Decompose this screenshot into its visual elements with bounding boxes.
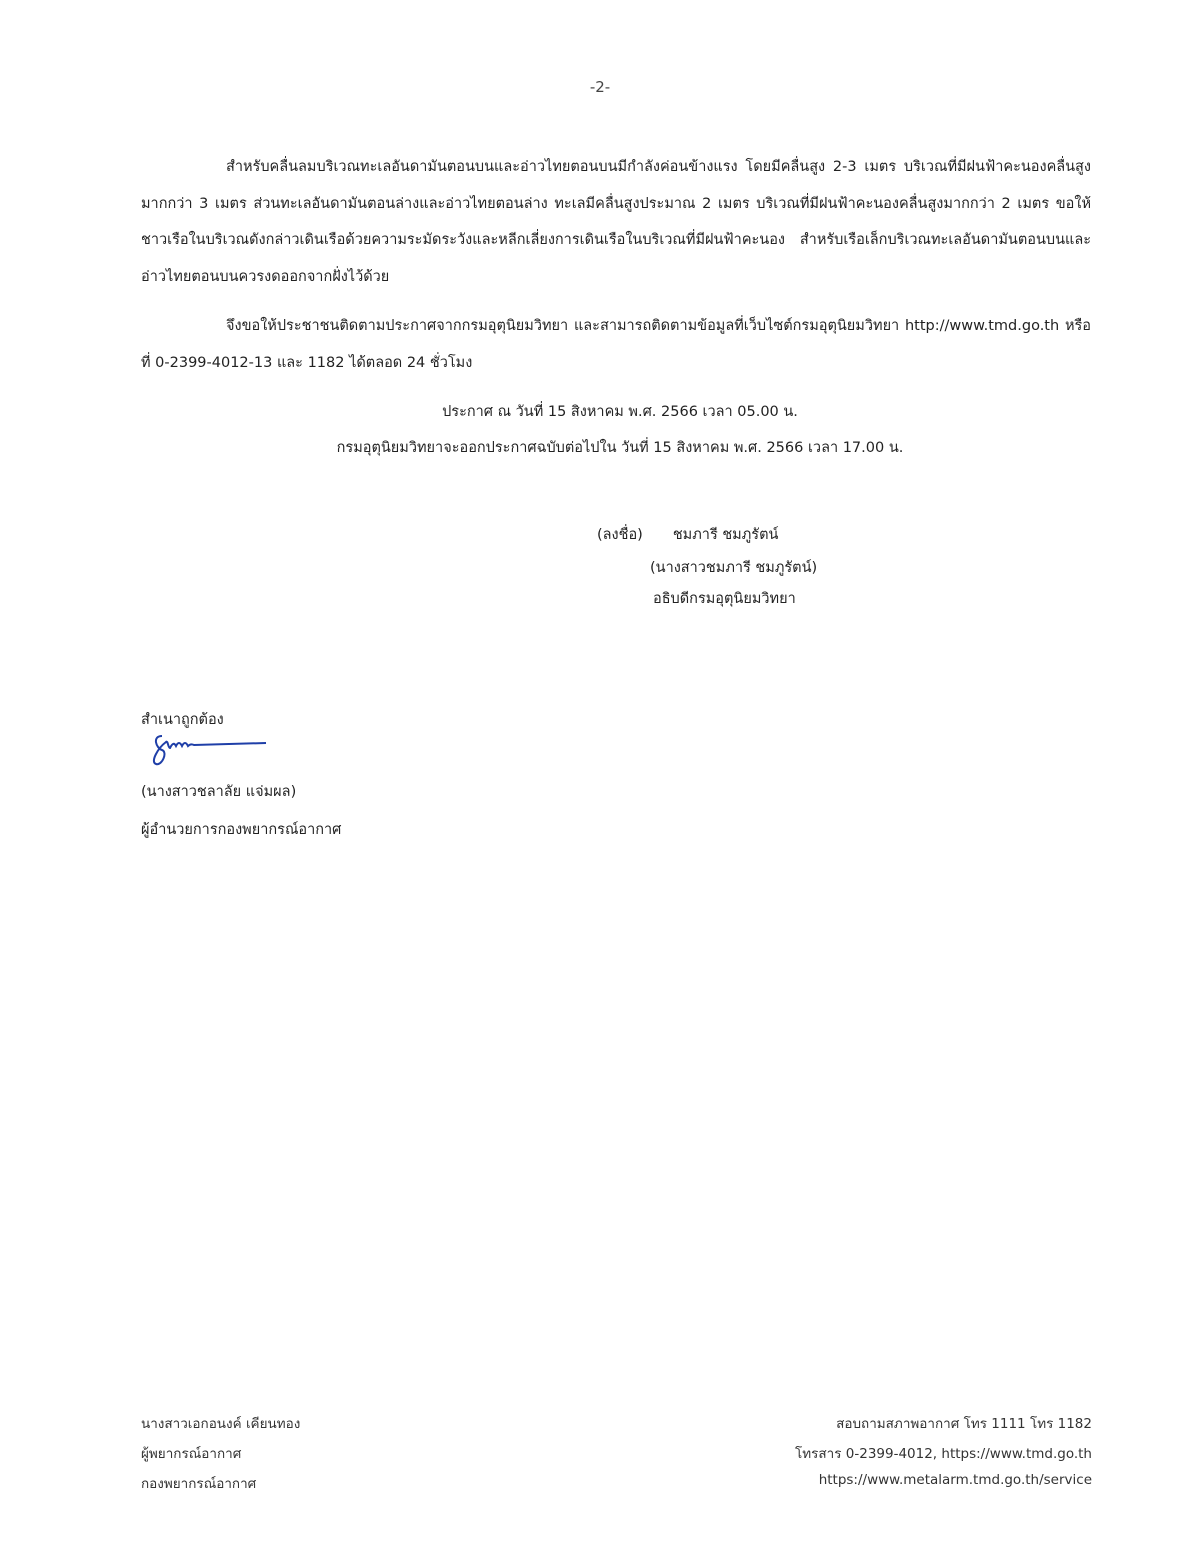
paragraph-text: สำหรับคลื่นลมบริเวณทะเลอันดามันตอนบนและอ่าวไทยตอนบนมีกำลังค่อนข้างแรง โดยมีคลื่นสูง 2-3 เมตร บริเวณที่มีฝนฟ้าคะนองคลื่นสูงมากกว่า 3 เมตร ส่วนทะเลอันดามันตอนล่างและอ่าวไทยตอนล่าง ทะเลมีคลื่นสูงประมาณ 2 เมตร บริเวณที่มีฝนฟ้าคะนองคลื่นสูงมากกว่า 2 เมตร ขอให้ชาวเรือในบริเวณดังกล่าวเดินเรือด้วยความระมัดระวังและหลีกเลี่ยงการเดินเรือในบริเวณที่มีฝนฟ้าคะนอง สำหรับเรือเล็กบริเวณทะเลอันดามันตอนบนและอ่าวไทยตอนบนควรงดออกจากฝั่งไว้ด้วย (141, 159, 1091, 285)
certified-copy-position: ผู้อำนวยการกองพยากรณ์อากาศ (141, 822, 342, 838)
signed-name: ชมภารี ชมภูรัตน์ (672, 527, 779, 543)
certified-copy-label: สำเนาถูกต้อง (141, 712, 224, 728)
signed-line (597, 523, 778, 546)
announcement-next: กรมอุตุนิยมวิทยาจะออกประกาศฉบับต่อไปใน วันที่ 15 สิงหาคม พ.ศ. 2566 เวลา 17.00 น. (336, 440, 904, 456)
certified-copy-name: (นางสาวชลาลัย แจ่มผล) (141, 784, 297, 800)
forecaster-division: กองพยากรณ์อากาศ (141, 1476, 257, 1492)
forecaster-role: ผู้พยากรณ์อากาศ (141, 1446, 242, 1462)
signatory-full-name: (นางสาวชมภารี ชมภูรัตน์) (650, 560, 818, 576)
signatory-position: อธิบดีกรมอุตุนิยมวิทยา (653, 591, 796, 607)
contact-fax-website: โทรสาร 0-2399-4012, https://www.tmd.go.th (795, 1446, 1092, 1462)
signed-label: (ลงชื่อ) (597, 527, 643, 543)
contact-service-url: https://www.metalarm.tmd.go.th/service (818, 1472, 1092, 1488)
page-number: -2- (589, 78, 611, 96)
announcement-issued: ประกาศ ณ วันที่ 15 สิงหาคม พ.ศ. 2566 เวลา 05.00 น. (442, 404, 798, 420)
contact-phone: สอบถามสภาพอากาศ โทร 1111 โทร 1182 (836, 1416, 1092, 1432)
paragraph-wind-wave (141, 149, 1091, 295)
paragraph-follow-updates (141, 308, 1091, 381)
forecaster-name: นางสาวเอกอนงค์ เคียนทอง (141, 1416, 301, 1432)
paragraph-text: จึงขอให้ประชาชนติดตามประกาศจากกรมอุตุนิยมวิทยา และสามารถติดตามข้อมูลที่เว็บไซต์กรมอุตุนิยมวิทยา http://www.tmd.go.th หรือที่ 0-2399-4012-13 และ 1182 ได้ตลอด 24 ชั่วโมง (141, 318, 1091, 371)
handwritten-signature (148, 730, 268, 770)
